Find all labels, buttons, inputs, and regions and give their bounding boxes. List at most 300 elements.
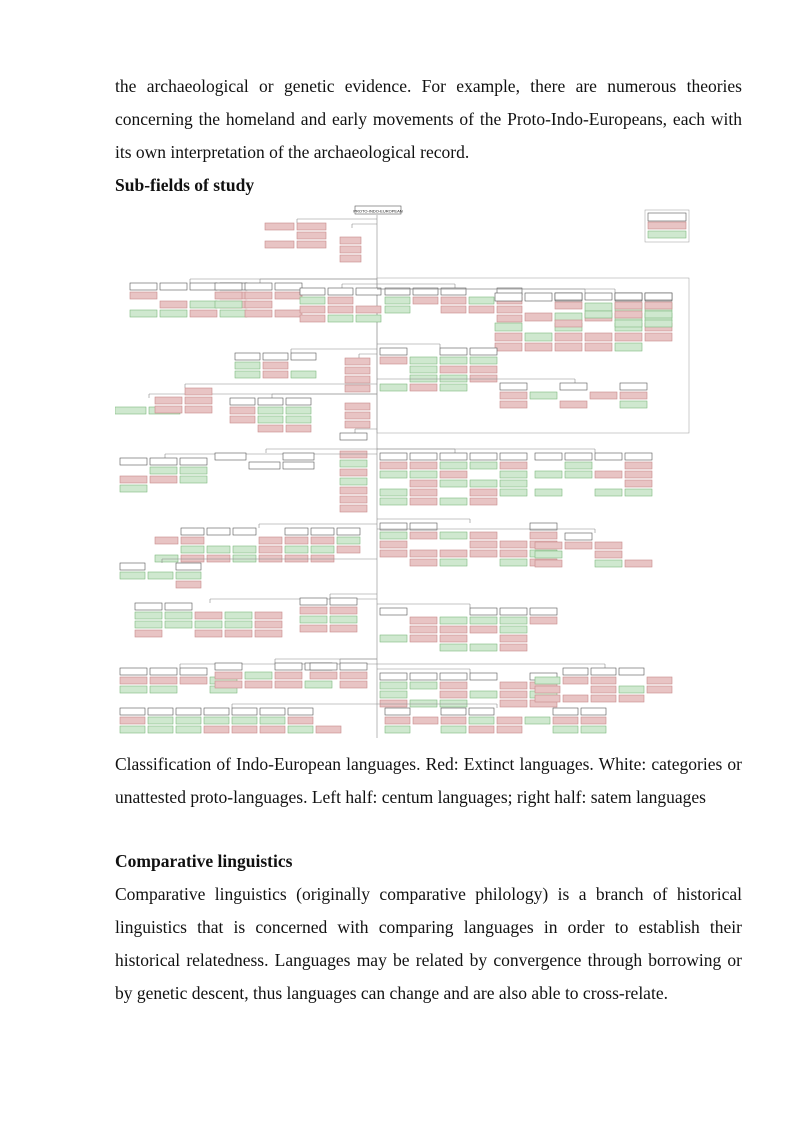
tree-node [410,357,437,364]
tree-node [615,320,642,327]
tree-node [385,306,410,313]
tree-node [328,306,353,313]
tree-node [500,626,527,633]
tree-node [345,403,370,410]
tree-node [245,672,272,679]
tree-node [135,621,162,628]
tree-node [495,343,522,351]
tree-node [310,663,337,670]
tree-node [215,301,242,308]
tree-node [230,407,255,414]
tree-node [249,462,280,469]
tree-node [410,366,437,373]
tree-node [470,617,497,624]
tree-node [311,546,334,553]
tree-node [410,453,437,460]
tree-node [337,528,360,535]
tree-node [288,726,313,733]
tree-node [120,572,145,579]
tree-node [165,612,192,619]
tree-node [410,682,437,689]
tree-node [555,302,582,309]
tree-node [300,288,325,295]
root-node-label: PROTO-INDO-EUROPEAN [353,208,403,214]
subfields-heading: Sub-fields of study [115,175,255,195]
tree-node [535,471,562,478]
tree-node [330,616,357,623]
tree-node [255,621,282,628]
tree-node [647,677,672,684]
tree-node [340,451,367,458]
tree-node [275,681,302,688]
tree-node [340,487,367,494]
tree-node [181,555,204,562]
tree-node [615,343,642,351]
tree-node [410,532,437,539]
tree-node [563,677,588,684]
tree-node [380,682,407,689]
tree-node [500,453,527,460]
tree-node [410,559,437,566]
tree-node [263,353,288,360]
tree-node [195,612,222,619]
tree-node [648,213,686,221]
tree-node [195,630,222,637]
tree-node [565,471,592,478]
tree-node [440,480,467,487]
tree-node [440,700,467,707]
tree-node [619,686,644,693]
tree-node [345,412,370,419]
tree-node [235,353,260,360]
tree-node [255,612,282,619]
tree-node [470,532,497,539]
tree-node [410,626,437,633]
tree-node [560,401,587,408]
tree-node [385,726,410,733]
tree-node [470,608,497,615]
tree-node [385,717,410,724]
tree-node [595,471,622,478]
tree-node [410,617,437,624]
tree-node [615,311,642,318]
tree-node [115,407,146,414]
tree-node [645,302,672,309]
tree-node [620,383,647,390]
tree-node [215,453,246,460]
tree-node [648,231,686,238]
tree-node [530,532,557,539]
tree-node [245,283,272,290]
tree-node [230,398,255,405]
tree-node [258,416,283,423]
tree-node [619,695,644,702]
tree-node [185,388,212,395]
tree-node [500,471,527,478]
tree-node [345,421,370,428]
tree-node [440,375,467,382]
tree-node [500,401,527,408]
tree-node [500,480,527,487]
tree-node [535,551,562,558]
tree-node [328,288,353,295]
tree-node [585,343,612,351]
tree-node [470,348,497,355]
tree-node [525,293,552,301]
tree-node [440,357,467,364]
tree-node [233,546,256,553]
tree-node [565,453,592,460]
tree-node [288,717,313,724]
tree-node [440,498,467,505]
tree-node [500,392,527,399]
tree-node [535,453,562,460]
tree-node [275,663,302,670]
tree-node [470,366,497,373]
tree-node [311,528,334,535]
tree-node [120,476,147,483]
tree-node [470,453,497,460]
tree-node [440,635,467,642]
tree-node [286,416,311,423]
tree-node [470,357,497,364]
tree-node [176,563,201,570]
tree-node [155,555,178,562]
tree-node [581,726,606,733]
tree-node [500,608,527,615]
tree-node [135,612,162,619]
tree-node [380,453,407,460]
tree-node [500,541,527,548]
tree-node [595,542,622,549]
tree-node [258,407,283,414]
tree-node [275,292,302,299]
tree-node [180,458,207,465]
tree-node [130,310,157,317]
tree-node [441,297,466,304]
tree-node [440,559,467,566]
tree-node [500,644,527,651]
tree-node [585,303,612,311]
tree-node [225,612,252,619]
tree-node [148,726,173,733]
tree-node [620,401,647,408]
tree-node [259,546,282,553]
tree-node [585,311,612,318]
tree-node [185,406,212,413]
tree-node [204,726,229,733]
tree-node [235,362,260,369]
tree-node [495,323,522,331]
tree-node [595,560,622,567]
tree-node [165,621,192,628]
tree-node [120,485,147,492]
tree-node [181,537,204,544]
tree-node [535,695,560,702]
tree-node [595,551,622,558]
tree-node [340,681,367,688]
tree-node [591,677,616,684]
tree-node [245,310,272,317]
tree-node [500,700,527,707]
tree-node [380,673,407,680]
tree-node [180,677,207,684]
tree-node [340,433,367,440]
tree-node [120,563,145,570]
tree-node [380,471,407,478]
tree-node [648,222,686,229]
tree-node [340,255,361,262]
tree-node [470,541,497,548]
tree-node [195,621,222,628]
tree-node [345,385,370,392]
tree-node [625,462,652,469]
tree-node [470,644,497,651]
tree-node [385,708,410,715]
tree-node [258,425,283,432]
tree-node [340,246,361,253]
tree-node [225,621,252,628]
tree-node [345,367,370,374]
tree-node [440,366,467,373]
tree-node [380,608,407,615]
tree-node [620,392,647,399]
tree-node [625,489,652,496]
tree-node [535,686,560,693]
tree-node [207,555,230,562]
tree-node [120,708,145,715]
tree-node [497,306,522,313]
tree-node [285,546,308,553]
tree-node [260,708,285,715]
tree-node [215,672,242,679]
tree-node [555,320,582,327]
tree-node [330,607,357,614]
tree-node [285,528,308,535]
tree-node [470,375,497,382]
tree-node [469,726,494,733]
tree-node [176,708,201,715]
tree-node [328,315,353,322]
tree-node [560,383,587,390]
tree-node [440,348,467,355]
tree-node [265,223,294,230]
tree-node [232,726,257,733]
tree-node [340,672,367,679]
tree-node [530,392,557,399]
tree-node [207,528,230,535]
tree-node [615,302,642,309]
tree-node [553,708,578,715]
tree-node [120,677,147,684]
figure-caption-block [115,748,742,814]
tree-node [380,532,407,539]
tree-node [150,686,177,693]
tree-node [469,717,494,724]
tree-node [413,717,438,724]
tree-node [380,498,407,505]
tree-node [645,320,672,327]
tree-node [345,376,370,383]
tree-node [380,489,407,496]
tree-node [500,691,527,698]
tree-node [619,668,644,675]
tree-node [300,616,327,623]
tree-node [160,310,187,317]
tree-node [380,384,407,391]
tree-node [286,407,311,414]
tree-node [150,476,177,483]
tree-node [258,398,283,405]
tree-node [300,625,327,632]
tree-node [535,489,562,496]
tree-node [410,384,437,391]
tree-node [245,292,272,299]
tree-node [155,406,182,413]
tree-node [440,462,467,469]
tree-node [500,617,527,624]
tree-node [120,726,145,733]
tree-node [204,708,229,715]
tree-node [356,306,381,313]
tree-node [260,726,285,733]
tree-node [380,541,407,548]
comparative-paragraph: Comparative linguistics (originally comparative philology) is a branch of historical linguistics that is concerned with comparing languages in order to establish their historical relatedness. Languages may be related by convergence through borrowing or by genetic descent, thus languages can change and are also able to cross-relate. [115,884,742,1003]
tree-node [615,293,642,300]
tree-node [330,625,357,632]
tree-node [469,306,494,313]
tree-node [215,283,242,290]
tree-node [380,691,407,698]
tree-node [440,644,467,651]
tree-node [148,572,173,579]
tree-node [263,362,288,369]
tree-node [441,726,466,733]
tree-node [500,635,527,642]
tree-node [440,384,467,391]
tree-node [190,283,217,290]
tree-node [215,663,242,670]
tree-node [297,223,326,230]
tree-node [215,292,242,299]
tree-node [310,672,337,679]
tree-node [180,476,207,483]
tree-node [500,462,527,469]
tree-node [245,301,272,308]
tree-node [311,555,334,562]
tree-node [340,505,367,512]
tree-node [120,668,147,675]
tree-node [259,537,282,544]
tree-node [565,533,592,540]
tree-node [500,559,527,566]
tree-node [530,617,557,624]
tree-node [555,333,582,341]
tree-node [135,603,162,610]
tree-node [300,315,325,322]
tree-node [525,313,552,321]
tree-node [497,315,522,322]
tree-node [233,555,256,562]
tree-node [625,471,652,478]
comparative-heading: Comparative linguistics [115,851,293,871]
tree-node [176,581,201,588]
tree-node [380,550,407,557]
tree-node [497,717,522,724]
tree-node [440,532,467,539]
tree-node [410,550,437,557]
tree-node [581,708,606,715]
tree-node [410,700,437,707]
document-body [115,70,742,202]
tree-node [497,726,522,733]
tree-node [285,537,308,544]
tree-node [413,297,438,304]
tree-node [581,717,606,724]
tree-node [297,241,326,248]
tree-node [525,333,552,341]
tree-node [291,371,316,378]
tree-node [615,333,642,341]
tree-node [316,726,341,733]
tree-node [500,383,527,390]
figure-caption: Classification of Indo-European languages. Red: Extinct languages. White: categories or unattested proto-languages. Left half: centum languages; right half: satem languages [115,754,742,807]
tree-node [120,686,147,693]
language-tree-diagram [115,203,690,743]
tree-node [291,353,316,360]
tree-node [305,681,332,688]
tree-node [563,695,588,702]
tree-node [500,682,527,689]
tree-node [265,241,294,248]
tree-node [181,546,204,553]
tree-node [275,283,302,290]
tree-node [441,708,466,715]
tree-node [328,297,353,304]
tree-node [553,717,578,724]
tree-node [120,458,147,465]
tree-node [565,462,592,469]
tree-node [120,717,145,724]
tree-node [259,555,282,562]
tree-node [337,537,360,544]
tree-node [340,237,361,244]
tree-node [500,550,527,557]
tree-node [255,630,282,637]
tree-node [440,682,467,689]
tree-node [263,371,288,378]
tree-node [470,626,497,633]
tree-node [148,717,173,724]
tree-node [176,726,201,733]
tree-node [340,460,367,467]
tree-node [285,555,308,562]
tree-node [591,668,616,675]
tree-node [215,681,242,688]
tree-node [469,708,494,715]
tree-node [160,283,187,290]
tree-node [150,458,177,465]
tree-node [535,542,562,549]
tree-node [225,630,252,637]
tree-node [495,333,522,341]
tree-node [380,462,407,469]
tree-node [340,663,367,670]
tree-node [440,617,467,624]
tree-node [440,471,467,478]
tree-node [595,489,622,496]
tree-node [135,630,162,637]
